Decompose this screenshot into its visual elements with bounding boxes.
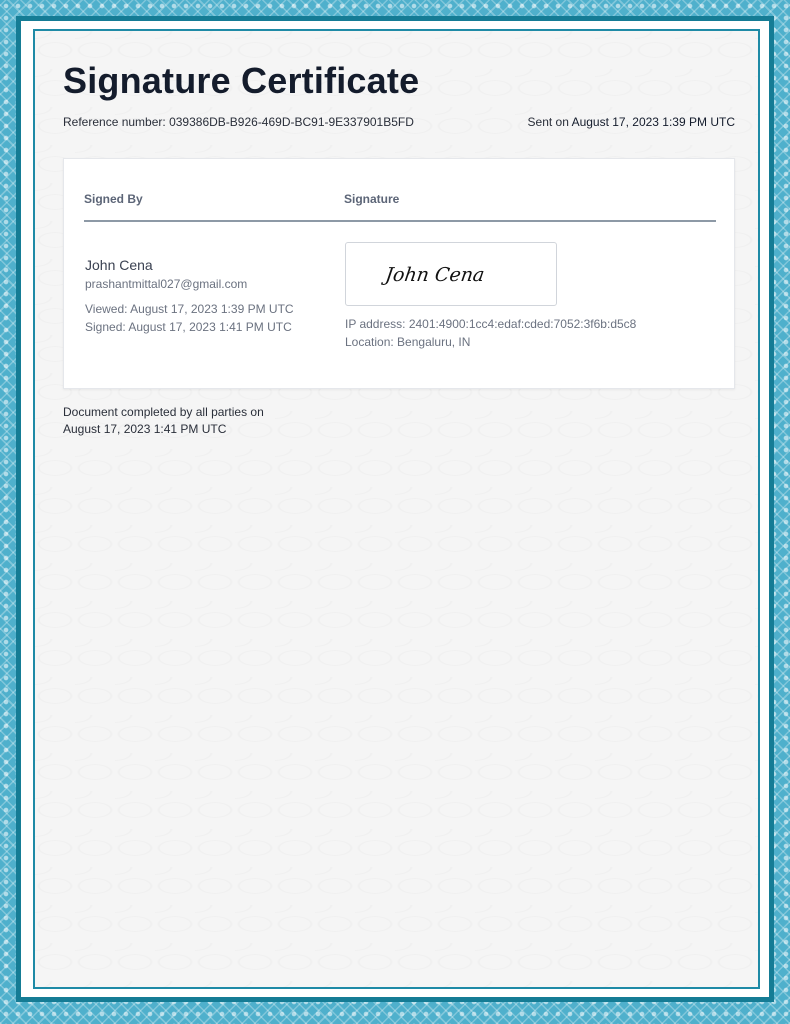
page-title: Signature Certificate <box>63 60 420 101</box>
signature-text: John Cena <box>383 263 487 286</box>
signer-email: prashantmittal027@gmail.com <box>85 277 248 291</box>
column-header-signature: Signature <box>344 192 400 206</box>
sent-line <box>528 115 735 129</box>
viewed-timestamp: Viewed: August 17, 2023 1:39 PM UTC <box>85 302 294 316</box>
signer-card <box>63 158 735 389</box>
completion-line-2: August 17, 2023 1:41 PM UTC <box>63 422 227 436</box>
sent-label: Sent on <box>527 115 569 129</box>
reference-label: Reference number: <box>63 115 166 129</box>
signed-timestamp: Signed: August 17, 2023 1:41 PM UTC <box>85 320 292 334</box>
handwritten-signature <box>346 243 558 307</box>
reference-line <box>63 115 414 129</box>
sent-date: August 17, 2023 1:39 PM UTC <box>571 115 735 129</box>
signature-image <box>345 242 557 306</box>
header-divider <box>84 220 716 222</box>
signer-name: John Cena <box>85 257 153 273</box>
reference-number: 039386DB-B926-469D-BC91-9E337901B5FD <box>169 115 414 129</box>
signer-location: Location: Bengaluru, IN <box>345 335 471 349</box>
ip-address: IP address: 2401:4900:1cc4:edaf:cded:7052:3f6b:d5c8 <box>345 317 637 331</box>
completion-note <box>63 404 264 438</box>
completion-line-1: Document completed by all parties on <box>63 405 264 419</box>
column-header-signed-by: Signed By <box>84 192 143 206</box>
